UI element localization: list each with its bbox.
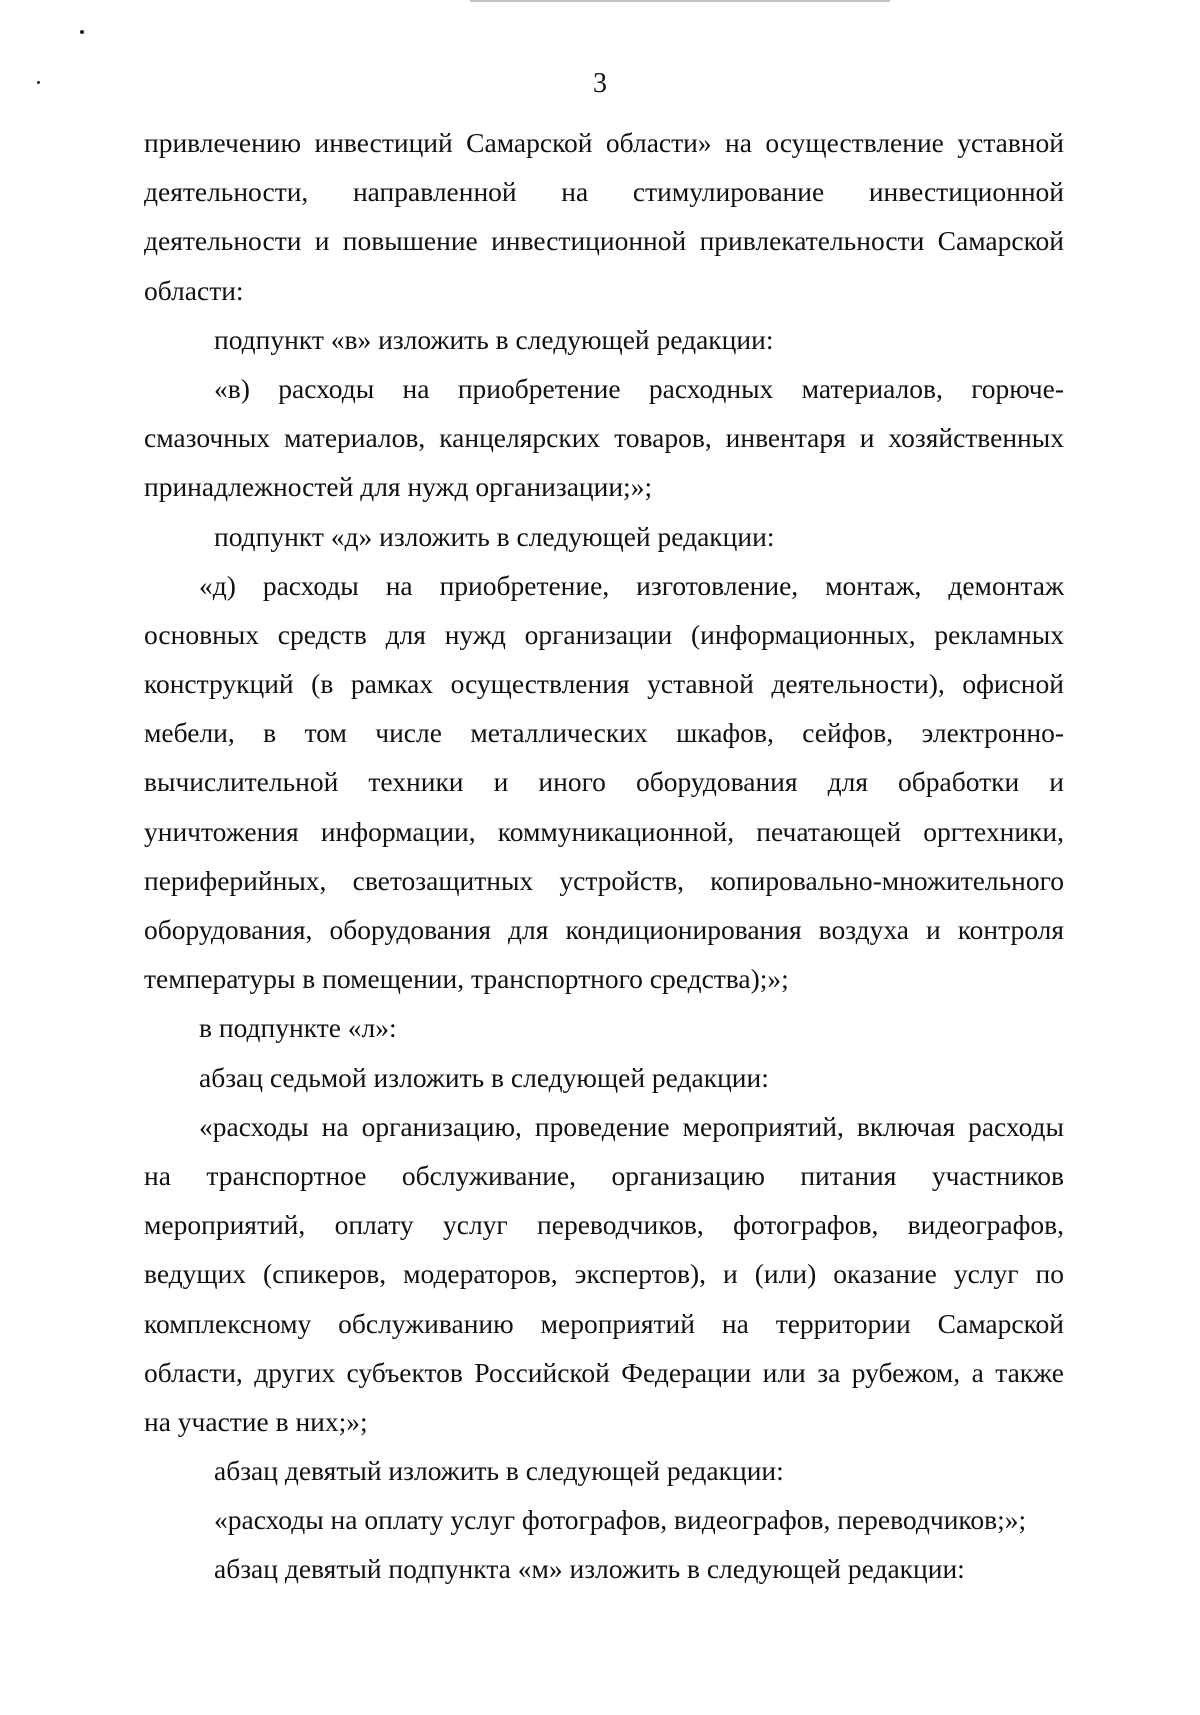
text-line: «д) расходы на приобретение, изготовление, монтаж, демонтаж	[199, 569, 1064, 601]
text-line: деятельности и повышение инвестиционной привлекательности Самарской	[144, 225, 1064, 257]
scan-edge-line	[470, 0, 890, 2]
text-line: принадлежностей для нужд организации;»;	[144, 471, 653, 503]
text-line: конструкций (в рамках осуществления уставной деятельности), офисной	[144, 668, 1064, 700]
text-line: уничтожения информации, коммуникационной, печатающей оргтехники,	[144, 815, 1064, 847]
scan-speck	[80, 30, 84, 34]
text-line: на транспортное обслуживание, организацию питания участников	[144, 1159, 1064, 1191]
text-line: периферийных, светозащитных устройств, копировально-множительного	[144, 864, 1064, 896]
text-line: основных средств для нужд организации (информационных, рекламных	[144, 618, 1064, 650]
text-line: мероприятий, оплату услуг переводчиков, фотографов, видеографов,	[144, 1209, 1064, 1241]
text-line: деятельности, направленной на стимулирование инвестиционной	[144, 176, 1064, 208]
text-line: на участие в них;»;	[144, 1405, 368, 1437]
text-line: смазочных материалов, канцелярских товаров, инвентаря и хозяйственных	[144, 422, 1064, 454]
page-number: 3	[593, 68, 607, 99]
text-line: мебели, в том числе металлических шкафов, сейфов, электронно-	[144, 717, 1064, 749]
text-line: абзац седьмой изложить в следующей редакции:	[199, 1061, 769, 1093]
text-line: в подпункте «л»:	[199, 1012, 397, 1044]
text-line: оборудования, оборудования для кондиционирования воздуха и контроля	[144, 914, 1064, 945]
text-line: привлечению инвестиций Самарской области» на осуществление уставной	[144, 127, 1064, 158]
text-line: подпункт «д» изложить в следующей редакции:	[214, 520, 775, 552]
text-line: подпункт «в» изложить в следующей редакции:	[214, 323, 774, 355]
text-line: области:	[144, 274, 244, 306]
text-line: области, других субъектов Российской Федерации или за рубежом, а также	[144, 1356, 1064, 1388]
text-line: абзац девятый изложить в следующей редакции:	[214, 1455, 784, 1487]
text-line: вычислительной техники и иного оборудования для обработки и	[144, 766, 1064, 798]
text-line: ведущих (спикеров, модераторов, экспертов), и (или) оказание услуг по	[144, 1258, 1064, 1290]
document-body	[144, 118, 1064, 1594]
text-line: температуры в помещении, транспортного средства);»;	[144, 963, 789, 995]
text-line: «расходы на оплату услуг фотографов, видеографов, переводчиков;»;	[214, 1504, 1027, 1536]
text-line: комплексному обслуживанию мероприятий на территории Самарской	[144, 1307, 1064, 1339]
text-line: абзац девятый подпункта «м» изложить в следующей редакции:	[214, 1553, 965, 1585]
text-line: «в) расходы на приобретение расходных материалов, горюче-	[214, 372, 1064, 404]
text-line: «расходы на организацию, проведение мероприятий, включая расходы	[199, 1110, 1064, 1142]
